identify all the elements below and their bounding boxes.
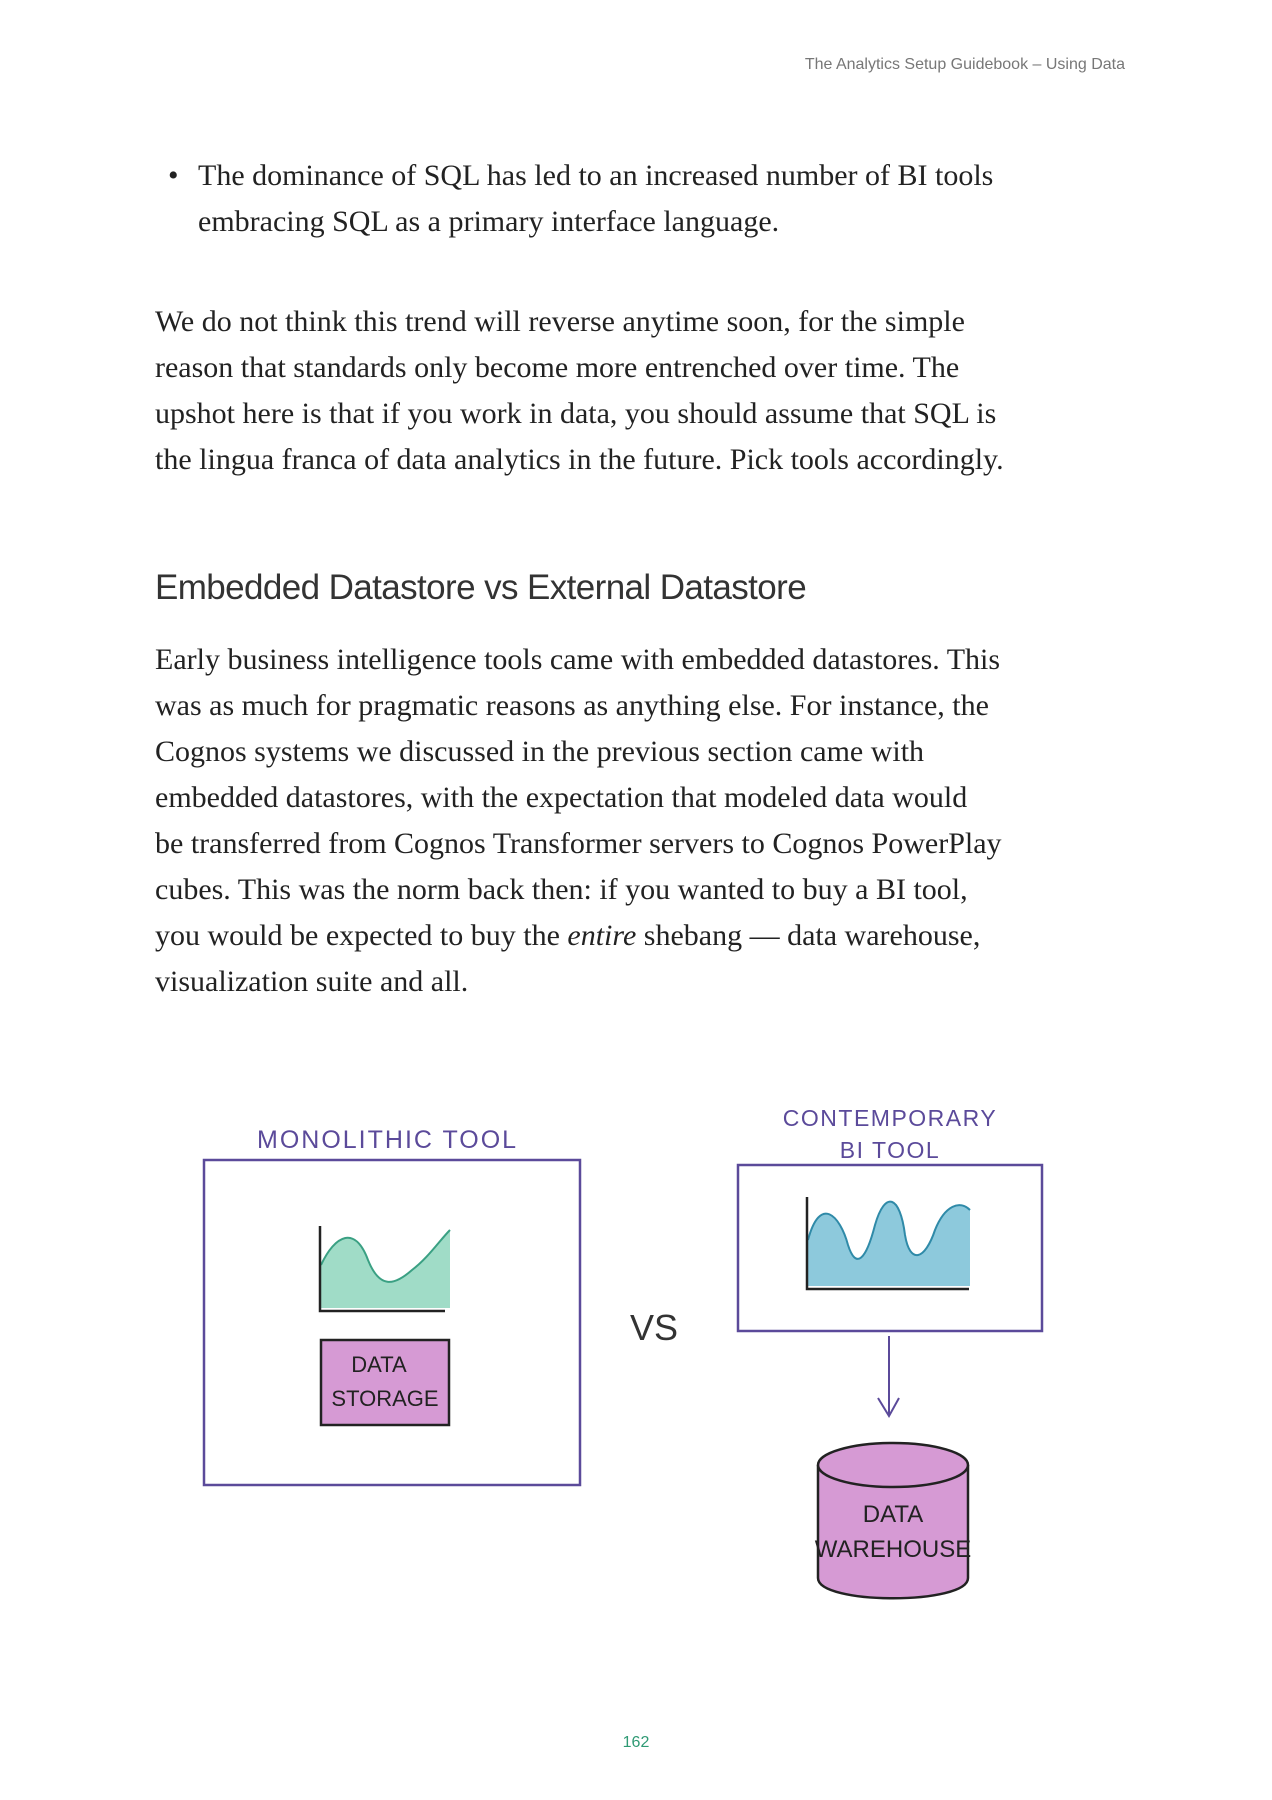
paragraph-line: the lingua franca of data analytics in the future. Pick tools accordingly. xyxy=(155,443,1004,476)
bullet-icon: • xyxy=(168,159,179,192)
paragraph-line: visualization suite and all. xyxy=(155,965,469,998)
green-area-chart-icon xyxy=(320,1226,450,1311)
paragraph-line: reason that standards only become more entrenched over time. The xyxy=(155,351,960,384)
paragraph-line: be transferred from Cognos Transformer servers to Cognos PowerPlay xyxy=(155,827,1002,860)
monolithic-tool-label: MONOLITHIC TOOL xyxy=(257,1126,519,1154)
bi-tool-label: BI TOOL xyxy=(839,1137,941,1163)
arrow-down-icon xyxy=(878,1336,899,1416)
paragraph-line: was as much for pragmatic reasons as anything else. For instance, the xyxy=(155,689,989,722)
bullet-line: embracing SQL as a primary interface language. xyxy=(198,205,780,238)
blue-area-chart-icon xyxy=(807,1197,970,1289)
contemporary-label: CONTEMPORARY xyxy=(782,1105,998,1131)
text: shebang — data warehouse, xyxy=(636,919,981,952)
data-warehouse-label: DATA xyxy=(862,1501,924,1528)
data-storage-label: DATA xyxy=(351,1352,407,1377)
page-number: 162 xyxy=(622,1734,650,1751)
text: you would be expected to buy the xyxy=(155,919,568,952)
vs-label: VS xyxy=(629,1307,679,1348)
paragraph-line: Cognos systems we discussed in the previous section came with xyxy=(155,735,925,768)
data-warehouse-label: WAREHOUSE xyxy=(814,1536,972,1563)
paragraph-line: We do not think this trend will reverse anytime soon, for the simple xyxy=(155,305,965,338)
paragraph-line: Early business intelligence tools came with embedded datastores. This xyxy=(155,643,1001,676)
paragraph-line: embedded datastores, with the expectation that modeled data would xyxy=(155,781,968,814)
paragraph-line: cubes. This was the norm back then: if you wanted to buy a BI tool, xyxy=(155,873,968,906)
running-header: The Analytics Setup Guidebook – Using Data xyxy=(804,56,1125,73)
bullet-line: The dominance of SQL has led to an increased number of BI tools xyxy=(198,159,994,192)
emphasis: entire xyxy=(567,919,637,952)
data-storage-label: STORAGE xyxy=(331,1386,439,1411)
monolithic-tool-box xyxy=(204,1160,580,1485)
section-heading: Embedded Datastore vs External Datastore xyxy=(155,568,807,607)
paragraph-line: upshot here is that if you work in data, you should assume that SQL is xyxy=(155,397,997,430)
